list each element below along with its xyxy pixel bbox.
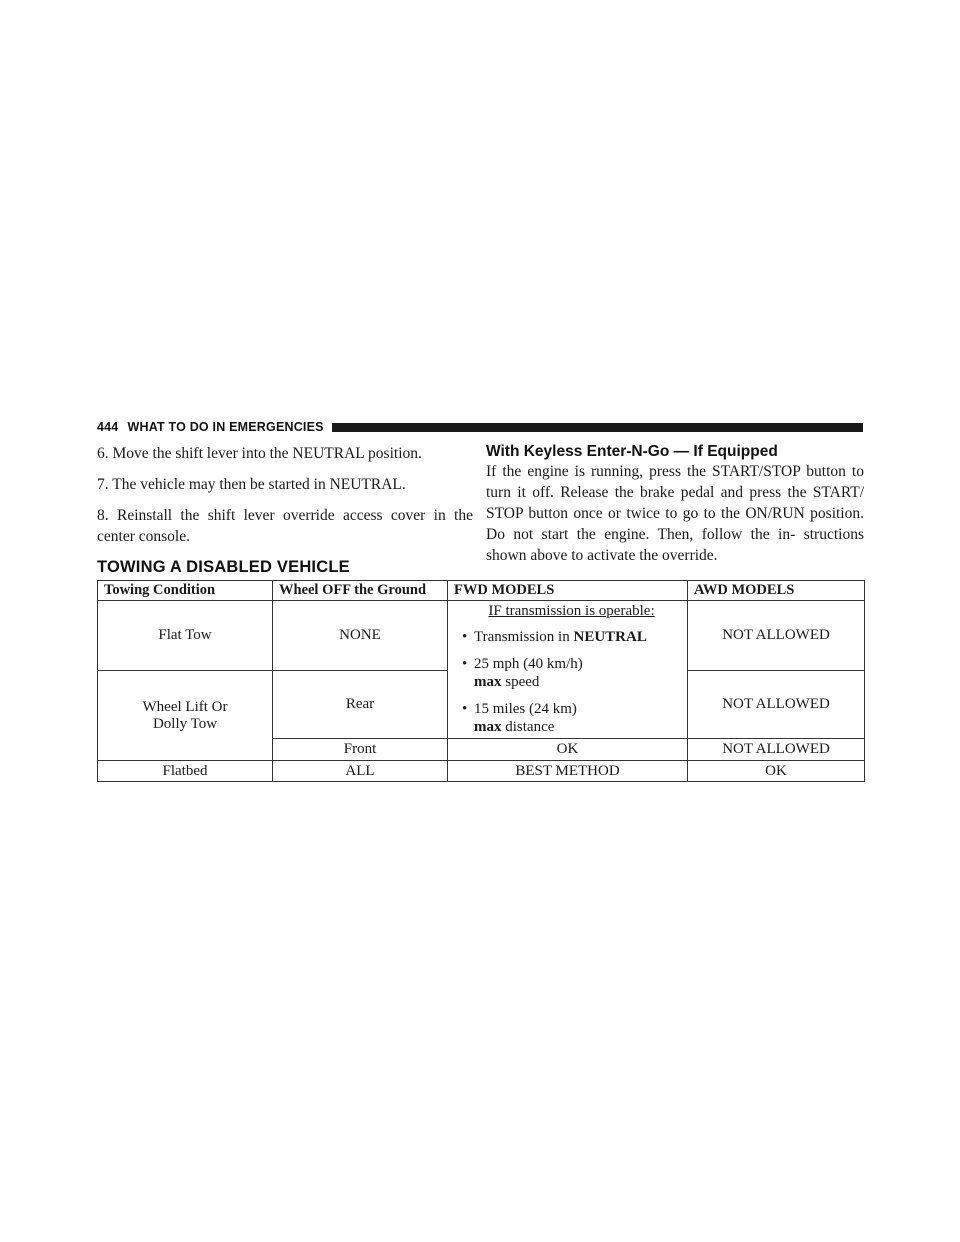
table-row-flat-tow — [98, 601, 865, 671]
fwd-conditions-title: IF transmission is operable: — [488, 603, 655, 619]
cell-flatbed: Flatbed — [98, 761, 273, 782]
header-fwd-models: FWD MODELS — [448, 581, 688, 601]
header-rule — [332, 423, 863, 432]
cell-flat-tow-awd: NOT ALLOWED — [688, 601, 865, 671]
keyless-heading: With Keyless Enter-N-Go — If Equipped — [486, 443, 778, 460]
cell-wheel-lift-front: Front — [273, 739, 448, 761]
cell-flatbed-awd: OK — [688, 761, 865, 782]
cell-flat-tow: Flat Tow — [98, 601, 273, 671]
cell-fwd-conditions — [448, 601, 688, 739]
cell-wheel-lift-front-awd: NOT ALLOWED — [688, 739, 865, 761]
header-awd-models: AWD MODELS — [688, 581, 865, 601]
cell-flat-tow-wheel: NONE — [273, 601, 448, 671]
list-item: • Transmission in NEUTRAL — [462, 628, 681, 646]
fwd-conditions-list — [454, 628, 681, 736]
cell-wheel-lift-front-fwd: OK — [448, 739, 688, 761]
step-7: 7. The vehicle may then be started in NEUTRAL. — [97, 476, 406, 493]
header-wheel-off-ground: Wheel OFF the Ground — [273, 581, 448, 601]
cell-flatbed-fwd: BEST METHOD — [448, 761, 688, 782]
table-header-row — [98, 581, 865, 601]
right-column — [486, 443, 864, 566]
page-number: 444 — [97, 420, 119, 434]
cell-wheel-lift: Wheel Lift Or Dolly Tow — [98, 671, 273, 761]
list-item: • 15 miles (24 km) max distance — [462, 700, 681, 736]
header-towing-condition: Towing Condition — [98, 581, 273, 601]
towing-section-heading: TOWING A DISABLED VEHICLE — [97, 558, 350, 576]
cell-wheel-lift-rear-awd: NOT ALLOWED — [688, 671, 865, 739]
step-6: 6. Move the shift lever into the NEUTRAL position. — [97, 445, 422, 462]
left-column — [97, 443, 473, 557]
table-row-flatbed — [98, 761, 865, 782]
step-8: 8. Reinstall the shift lever override access cover in the center console. — [97, 507, 473, 545]
page-header — [97, 418, 863, 436]
cell-flatbed-wheel: ALL — [273, 761, 448, 782]
towing-table — [97, 580, 865, 782]
keyless-body: If the engine is running, press the START/STOP button to turn it off. Release the brake pedal and press the START/ STOP button once or twice to go to the ON/RUN position. Do not start the engine. Then, follow the in- structions shown above to activate the override. — [486, 463, 864, 564]
cell-wheel-lift-rear: Rear — [273, 671, 448, 739]
section-title: WHAT TO DO IN EMERGENCIES — [127, 420, 324, 434]
list-item: • 25 mph (40 km/h) max speed — [462, 655, 681, 691]
